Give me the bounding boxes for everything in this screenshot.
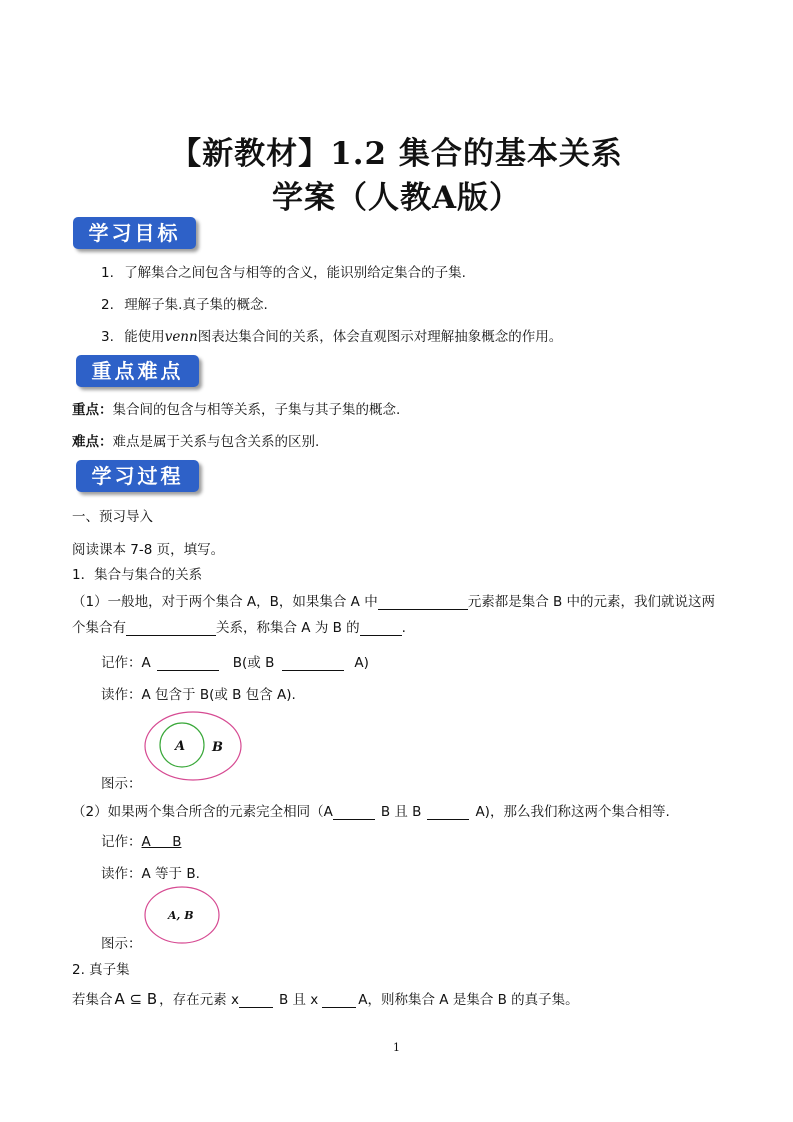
venn-term: venn [164,329,198,345]
paragraph-text: . [401,620,406,636]
notation2-line [101,830,181,850]
fill-blank[interactable] [427,804,469,820]
fill-blank[interactable] [322,992,356,1008]
objective-text-pre: 能使用 [124,329,165,345]
process-heading: 一、预习导入 [72,509,153,525]
fill-blank[interactable] [333,804,375,820]
section-banner-objectives: 学习目标 [73,217,196,249]
objective-number: 1. [101,265,114,281]
key-point-text: 集合间的包含与相等关系，子集与其子集的概念. [112,402,401,418]
objective-text-post: 图表达集合间的关系，体会直观图示对理解抽象概念的作用。 [197,329,563,345]
fill-blank[interactable] [239,992,273,1008]
reading-line: 读作：A 包含于 B(或 B 包含 A). [101,687,296,703]
paragraph-text: ，存在元素 x [159,992,239,1008]
paragraph-text: 若集合 [72,992,113,1008]
notation-label: 记作： [101,834,142,850]
paragraph-equal [72,800,670,820]
venn-equal-label: A, B [168,909,194,922]
section-banner-keypoints: 重点难点 [76,355,199,387]
paragraph-text: A)，那么我们称这两个集合相等. [475,804,670,820]
difficulty-label: 难点： [72,434,113,450]
difficulty-text: 难点是属于关系与包含关系的区别. [112,434,320,450]
paragraph-proper-subset [72,988,579,1008]
section-banner-process: 学习过程 [76,460,199,492]
item2-title: 2. 真子集 [72,962,130,978]
notation-text: A [141,655,151,671]
key-point-label: 重点： [72,402,113,418]
subset-expression: A ⊆ B [114,990,158,1008]
paragraph-text: 元素都是集合 B 中的元素，我们就说这两 [467,594,716,610]
objective-text: 理解子集.真子集的概念. [124,297,268,313]
paragraph-text: （1）一般地，对于两个集合 A，B，如果集合 A 中 [72,594,378,610]
page-number: 1 [393,1041,400,1054]
notation-value: A B [141,834,182,850]
diagram-label: 图示： [101,776,142,792]
item1-title: 1．集合与集合的关系 [72,567,203,583]
paragraph-text: 个集合有 [72,620,126,636]
venn-outer-circle [145,712,241,780]
notation-text: B(或 B [232,655,275,671]
venn-outer-label: B [212,740,223,755]
paragraph-text: （2）如果两个集合所含的元素完全相同（A [72,804,333,820]
notation-label: 记作： [101,655,142,671]
document-title-line2: 学案（人教A版） [271,180,522,216]
document-title-line1: 【新教材】1.2 集合的基本关系 [170,136,623,172]
reading-instruction: 阅读课本 7-8 页，填写。 [72,542,225,558]
objective-text: 了解集合之间包含与相等的含义，能识别给定集合的子集. [124,265,466,281]
paragraph-text: B 且 B [380,804,422,820]
paragraph-text: A，则称集合 A 是集合 B 的真子集。 [358,992,579,1008]
objective-number: 2. [101,297,114,313]
diagram2-label: 图示： [101,936,142,952]
notation-text: A) [354,655,369,671]
venn-inner-label: A [175,739,186,754]
paragraph-text: 关系，称集合 A 为 B 的 [216,620,360,636]
objective-number: 3. [101,329,114,345]
reading2-line: 读作：A 等于 B. [101,866,200,882]
paragraph-text: B 且 x [278,992,319,1008]
